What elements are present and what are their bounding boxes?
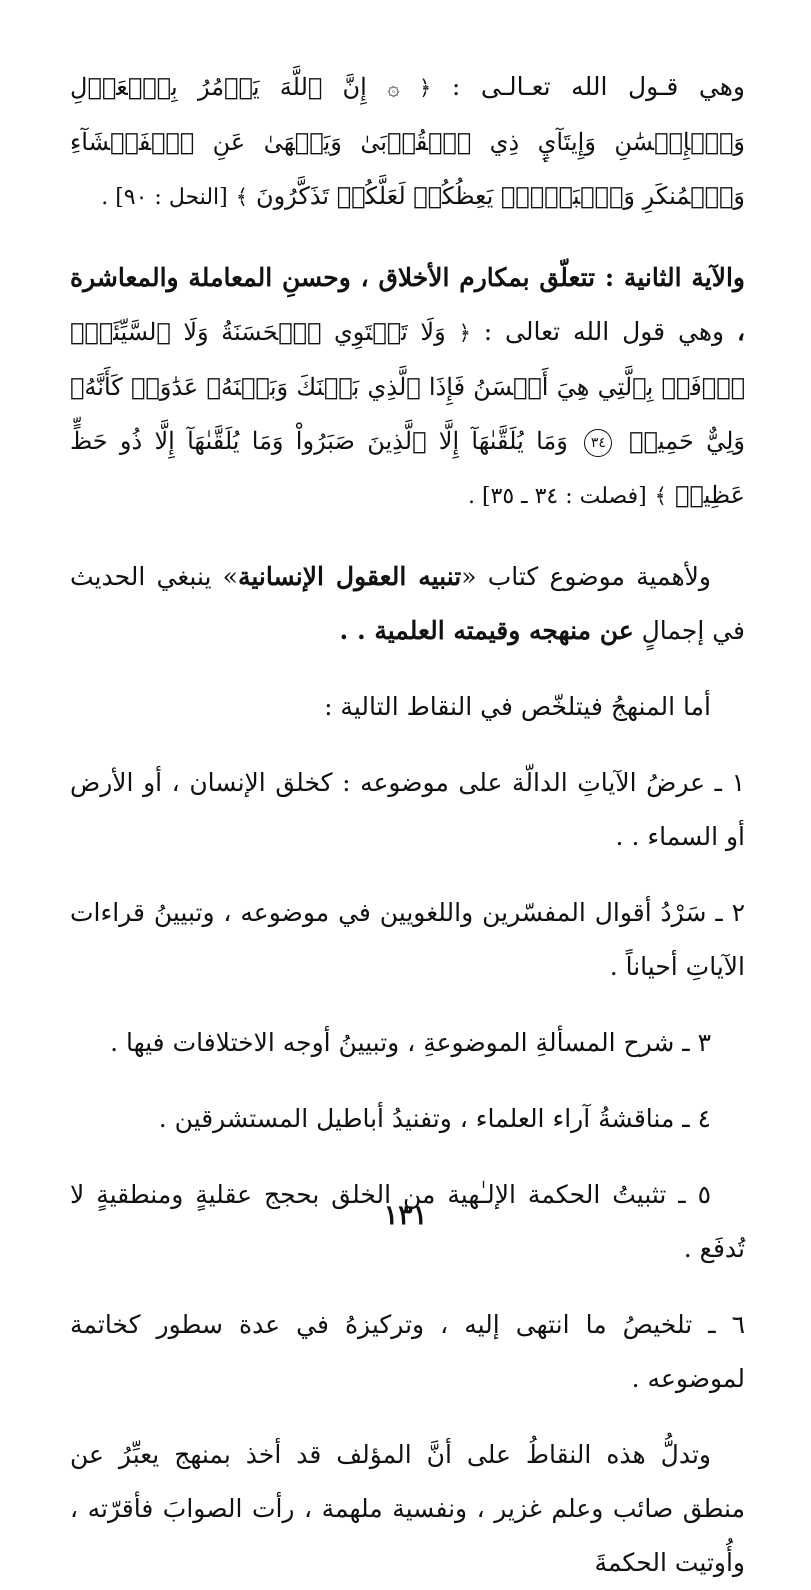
method-item-4: ٤ ـ مناقشةُ آراء العلماء ، وتفنيدُ أباطيل المستشرقين . <box>158 1104 711 1133</box>
ornate-bracket-close: ﴾ <box>235 185 248 209</box>
text-segment: » ينبغي الحديث في إجمالٍ <box>70 562 745 645</box>
text-segment-bold: عن منهجه وقيمته العلمية . . <box>339 616 634 645</box>
ornate-bracket-open: ﴿ <box>458 321 471 345</box>
method-item-3: ٣ ـ شرح المسألةِ الموضوعةِ ، وتبيينُ أوجه الاختلافات فيها . <box>110 1028 711 1057</box>
ayah-number-marker: ٣٤ <box>584 429 612 457</box>
conclusion-paragraph: وتدلُّ هذه النقاطُ على أنَّ المؤلف قد أخذ بمنهج يعبِّرُ عن منطق صائب وعلم غزير ، ونفسية ملهمة ، رأت الصوابَ فأقرّته ، وأُوتيت الحكمةَ <box>70 1440 745 1577</box>
quran-quote-paragraph-1 <box>70 60 745 225</box>
ornate-bracket-close: ﴾ <box>654 484 667 508</box>
page-number: ١٣١ <box>383 1200 428 1231</box>
ornate-bracket-open: ﴿ ۞ <box>387 76 432 100</box>
method-intro-paragraph: أما المنهجُ فيتلخّص في النقاط التالية : <box>324 692 711 721</box>
method-item-5: ٥ ـ تثبيتُ الحكمة الإلـٰهية من الخلق بحجج عقليةٍ ومنطقيةٍ لا تُدفَع . <box>70 1180 745 1263</box>
text-segment: ولأهمية موضوع كتاب « <box>461 562 711 591</box>
quran-quote-paragraph-2 <box>70 251 745 524</box>
quran-verse-fussilat-34: وَلَا تَسۡتَوِي ٱلۡحَسَنَةُ وَلَا ٱلسَّيِّئَةُۚ ٱدۡفَعۡ بِٱلَّتِي هِيَ أَحۡسَنُ فَإِذَا ٱلَّذِي بَيۡنَكَ وَبَيۡنَهُۥ عَدَٰوَةٞ كَأَنَّهُۥ وَلِيٌّ حَمِيمٞ <box>70 318 745 455</box>
quote-intro: وهي قول الله تعالى : <box>483 317 725 346</box>
quote-intro: وهي قـول الله تعـالـى : <box>451 72 745 101</box>
quran-verse-fussilat-35: وَمَا يُلَقَّىٰهَآ إِلَّا ٱلَّذِينَ صَبَرُواْ وَمَا يُلَقَّىٰهَآ إِلَّا ذُو حَظٍّ عَظِيمٖ <box>70 427 745 509</box>
method-item-1: ١ ـ عرضُ الآياتِ الدالّة على موضوعه : كخلق الإنسان ، أو الأرض أو السماء . . <box>70 768 745 851</box>
second-verse-heading: والآية الثانية : تتعلّق بمكارم الأخلاق ، وحسنِ المعاملة والمعاشرة ، <box>70 263 746 346</box>
method-item-2: ٢ ـ سَرْدُ أقوال المفسّرين واللغويين في موضوعه ، وتبيينُ قراءات الآياتِ أحياناً . <box>70 898 745 981</box>
quran-verse-nahl-90: إِنَّ ٱللَّهَ يَأۡمُرُ بِٱلۡعَدۡلِ وَٱلۡإِحۡسَٰنِ وَإِيتَآيِٕ ذِي ٱلۡقُرۡبَىٰ وَيَنۡهَىٰ عَنِ ٱلۡفَحۡشَآءِ وَٱلۡمُنكَرِ وَٱلۡبَغۡيِۚ يَعِظُكُمۡ لَعَلَّكُمۡ تَذَكَّرُونَ <box>70 73 745 210</box>
page-body <box>70 60 746 1577</box>
book-title: تنبيه العقول الإنسانية <box>237 562 462 591</box>
verse-reference: [النحل : ٩٠] . <box>101 185 228 210</box>
verse-reference: [فصلت : ٣٤ ـ ٣٥] . <box>467 484 647 509</box>
method-item-6: ٦ ـ تلخيصُ ما انتهى إليه ، وتركيزهُ في عدة سطور كخاتمة لموضوعه . <box>70 1310 745 1393</box>
book-importance-paragraph <box>70 550 745 658</box>
